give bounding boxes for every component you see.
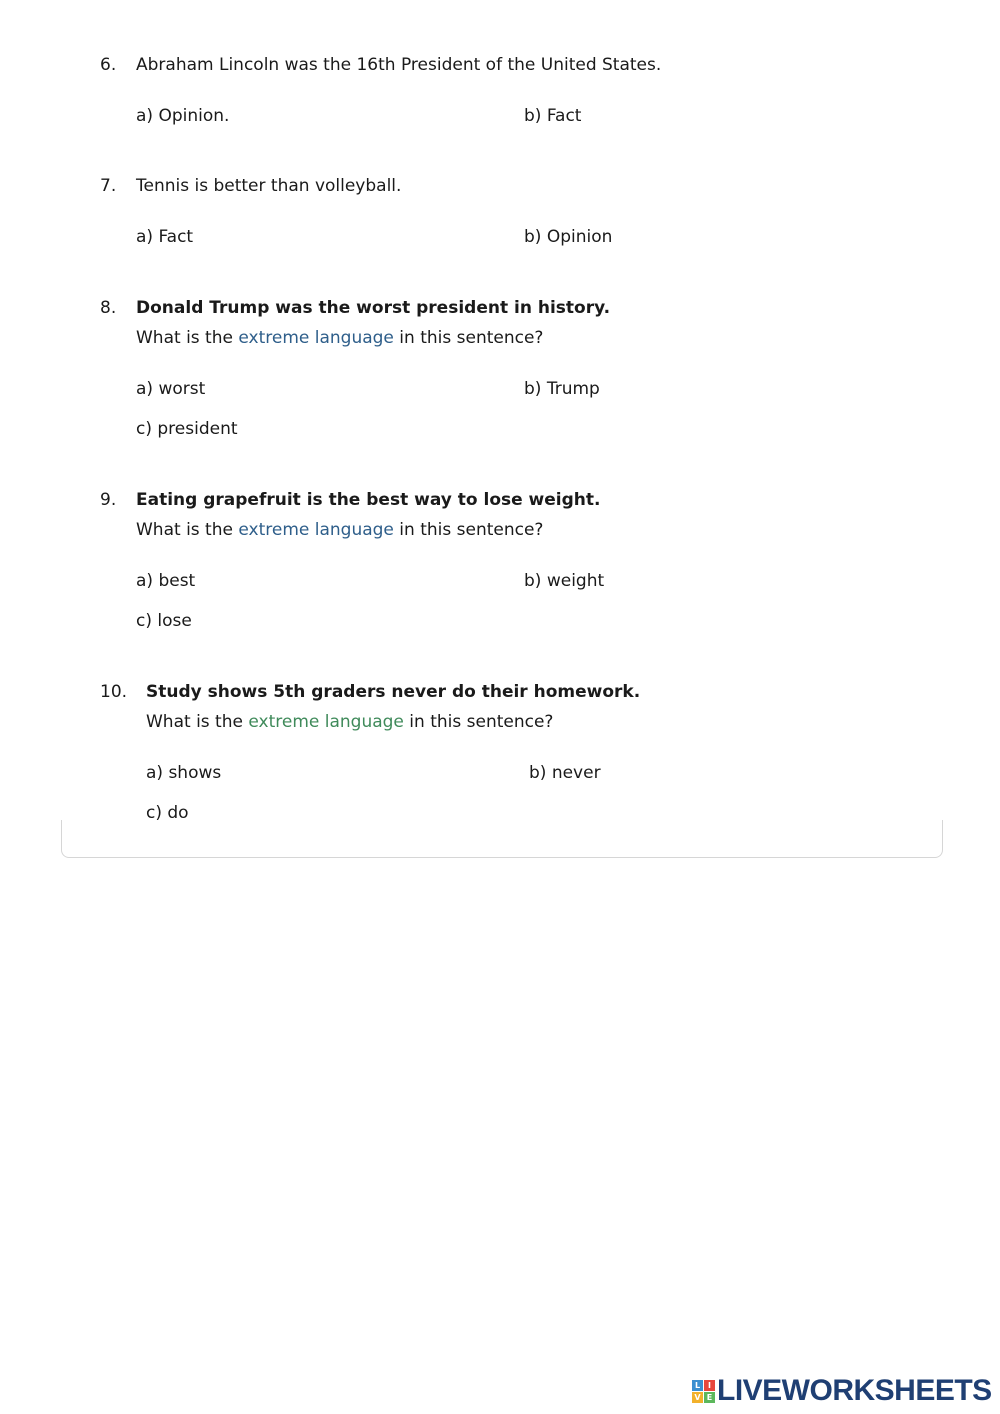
logo-tile: I [704,1380,715,1391]
question-8-option-a[interactable]: a) worst [136,379,206,399]
question-6-text: Abraham Lincoln was the 16th President of the United States. [136,55,662,75]
question-9-prompt [136,518,543,542]
logo-tiles-icon [692,1380,715,1403]
logo-tile: V [692,1392,703,1403]
prompt-highlight: extreme language [238,328,394,348]
prompt-before: What is the [136,328,239,348]
question-6-option-b[interactable]: b) Fact [524,106,582,126]
question-7-option-a[interactable]: a) Fact [136,227,194,247]
question-9-number: 9. [100,490,117,510]
logo-tile: L [692,1380,703,1391]
question-10-text: Study shows 5th graders never do their homework. [146,682,641,702]
question-8-prompt [136,326,543,350]
prompt-after: in this sentence? [393,520,544,540]
question-8-option-c[interactable]: c) president [136,419,238,439]
question-10-number: 10. [100,682,128,702]
question-7-number: 7. [100,176,117,196]
question-9-option-b[interactable]: b) weight [524,571,605,591]
question-8-option-b[interactable]: b) Trump [524,379,600,399]
question-10-prompt [146,710,553,734]
question-9-text: Eating grapefruit is the best way to lose weight. [136,490,601,510]
question-9-option-c[interactable]: c) lose [136,611,192,631]
worksheet-card-border [61,820,943,858]
question-10-option-c[interactable]: c) do [146,803,189,823]
prompt-after: in this sentence? [393,328,544,348]
question-7-option-b[interactable]: b) Opinion [524,227,613,247]
liveworksheets-logo [692,1374,992,1408]
question-10-option-b[interactable]: b) never [529,763,601,783]
question-6-number: 6. [100,55,117,75]
question-10-option-a[interactable]: a) shows [146,763,222,783]
prompt-highlight: extreme language [248,712,404,732]
question-7-text: Tennis is better than volleyball. [136,176,402,196]
prompt-before: What is the [146,712,249,732]
logo-tile: E [704,1392,715,1403]
question-9-option-a[interactable]: a) best [136,571,196,591]
question-8-text: Donald Trump was the worst president in history. [136,298,611,318]
prompt-after: in this sentence? [403,712,554,732]
prompt-highlight: extreme language [238,520,394,540]
question-6-option-a[interactable]: a) Opinion. [136,106,230,126]
prompt-before: What is the [136,520,239,540]
question-8-number: 8. [100,298,117,318]
logo-text: LIVEWORKSHEETS [717,1374,992,1407]
